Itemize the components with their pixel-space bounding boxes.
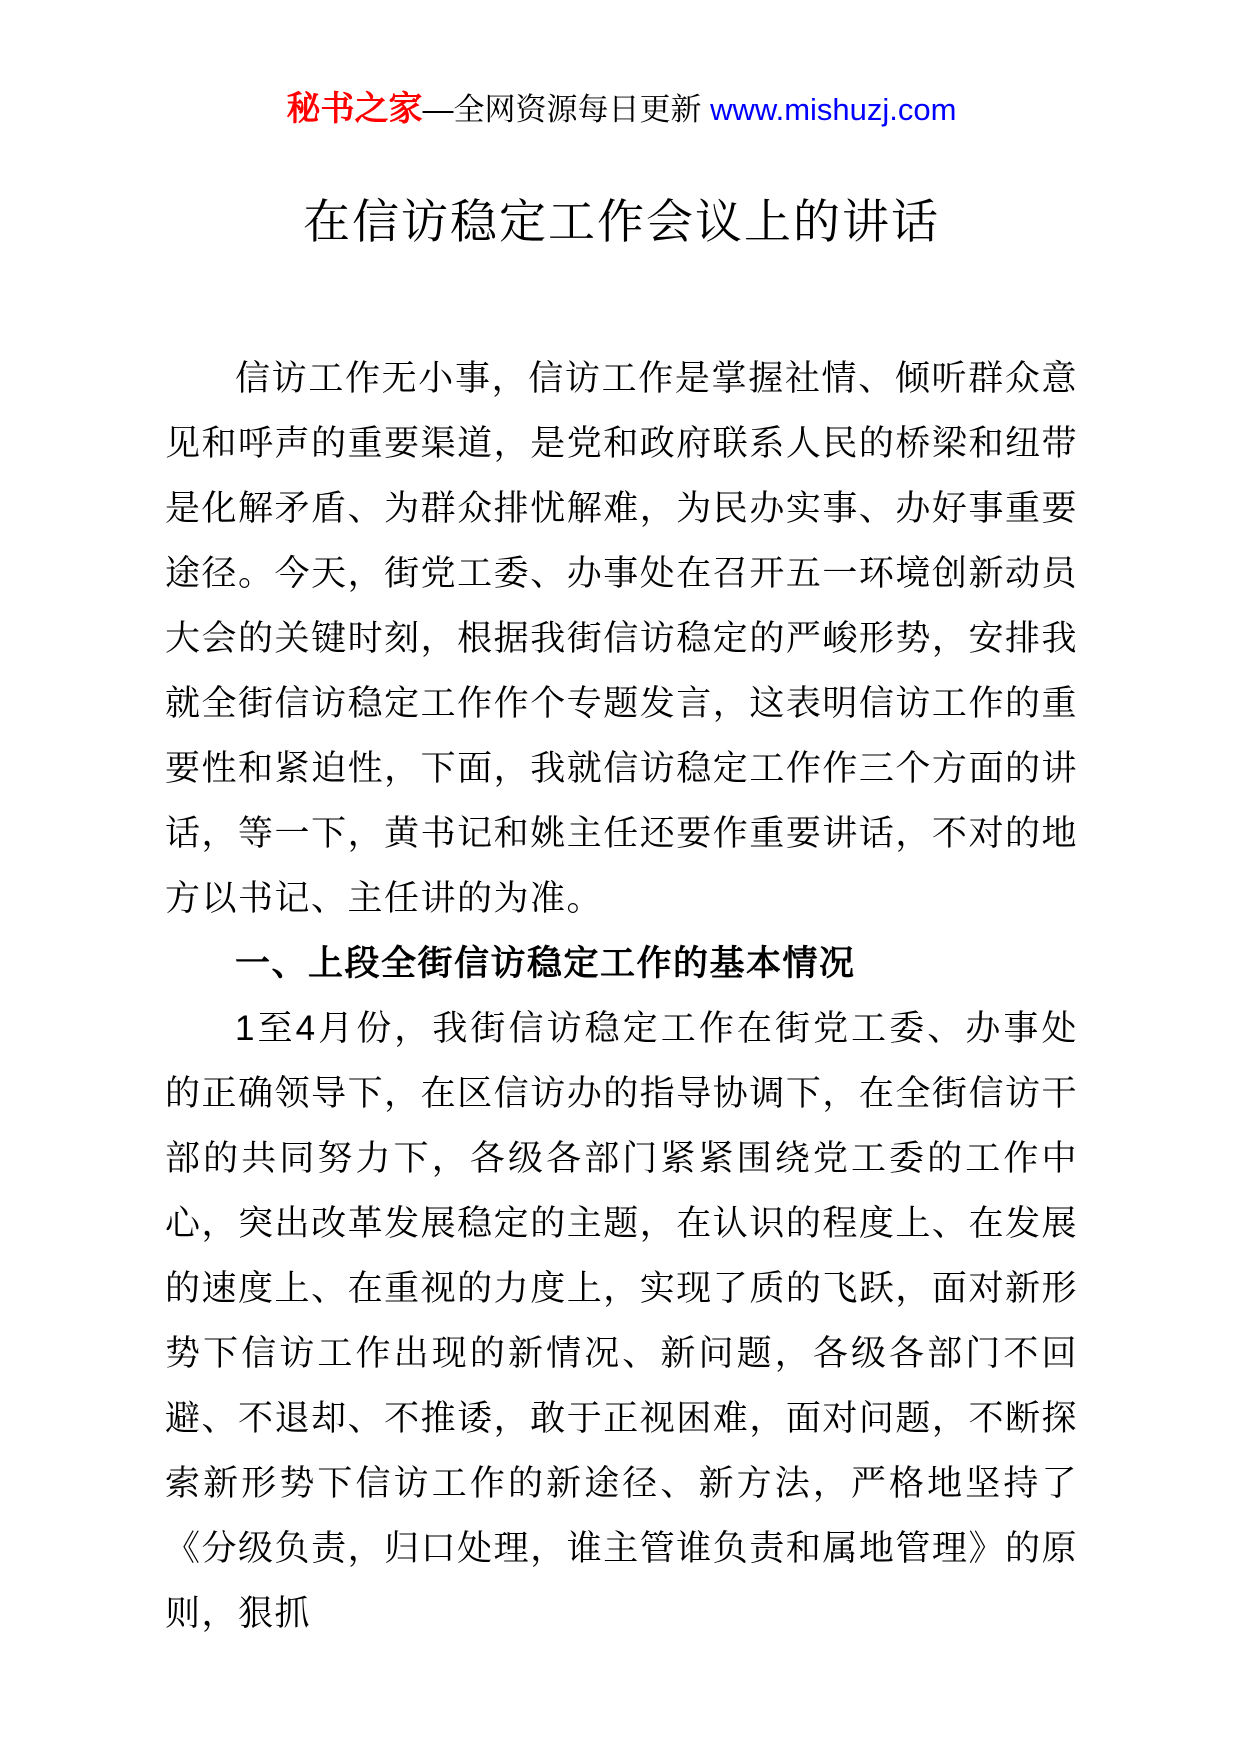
site-brand: 秘书之家 <box>286 90 423 128</box>
section-heading-1: 一、上段全街信访稳定工作的基本情况 <box>235 944 856 983</box>
document-body <box>165 346 1078 1646</box>
site-url-link[interactable]: www.mishuzj.com <box>710 92 957 127</box>
site-tagline: —全网资源每日更新 <box>422 92 711 127</box>
document-title: 在信访稳定工作会议上的讲话 <box>303 195 940 248</box>
site-header <box>165 88 1078 132</box>
paragraph-section-1: 1至4月份，我街信访稳定工作在街党工委、办事处的正确领导下，在区信访办的指导协调下，在全街信访干部的共同努力下，各级各部门紧紧围绕党工委的工作中心，突出改革发展稳定的主题，在认识的程度上、在发展的速度上、在重视的力度上，实现了质的飞跃，面对新形势下信访工作出现的新情况、新问题，各级各部门不回避、不退却、不推诿，敢于正视困难，面对问题，不断探索新形势下信访工作的新途径、新方法，严格地坚持了《分级负责，归口处理，谁主管谁负责和属地管理》的原则，狠抓 <box>165 1009 1078 1633</box>
paragraph-intro: 信访工作无小事，信访工作是掌握社情、倾听群众意见和呼声的重要渠道，是党和政府联系人民的桥梁和纽带是化解矛盾、为群众排忧解难，为民办实事、办好事重要途径。今天，街党工委、办事处在召开五一环境创新动员大会的关键时刻，根据我街信访稳定的严峻形势，安排我就全街信访稳定工作作个专题发言，这表明信访工作的重要性和紧迫性，下面，我就信访稳定工作作三个方面的讲话，等一下，黄书记和姚主任还要作重要讲话，不对的地方以书记、主任讲的为准。 <box>165 359 1078 918</box>
